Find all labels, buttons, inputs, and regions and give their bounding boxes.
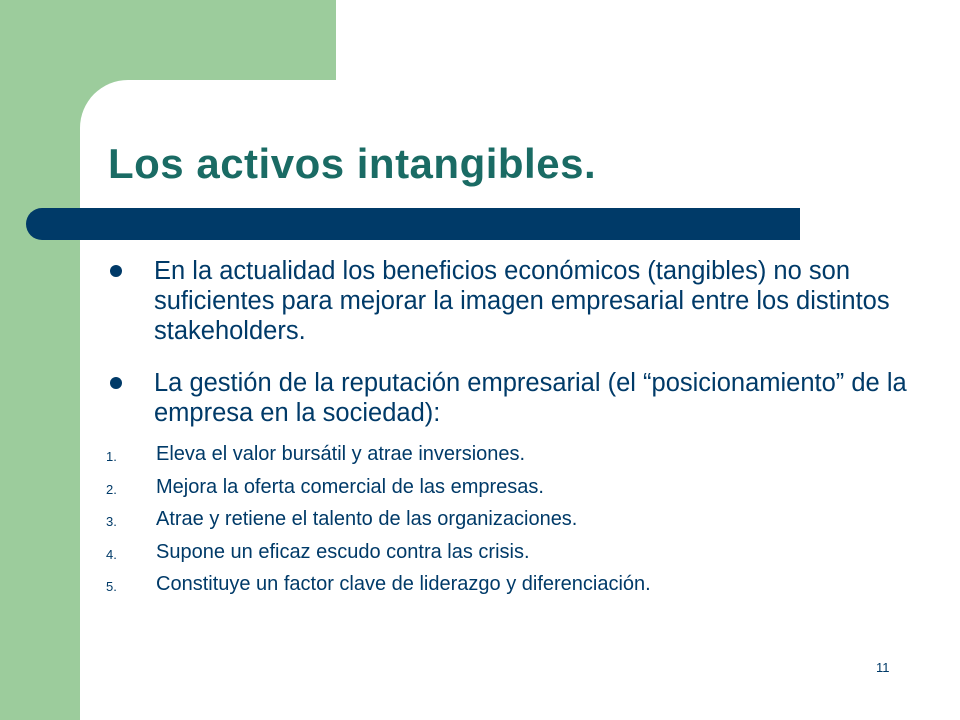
numbered-item: [106, 540, 926, 573]
bullet-item: [106, 368, 926, 428]
bullet-dot-icon: [110, 265, 122, 277]
numbered-item-text: Eleva el valor bursátil y atrae inversiones.: [156, 443, 526, 465]
numbered-item: [106, 572, 926, 605]
bullet-text: La gestión de la reputación empresarial (el “posicionamiento” de la empresa en la sociedad):: [154, 369, 907, 427]
numbered-item: [106, 475, 926, 508]
page-number: 11: [876, 660, 890, 675]
numbered-item-text: Atrae y retiene el talento de las organizaciones.: [156, 508, 578, 530]
bullet-dot-icon: [110, 377, 122, 389]
bullet-list: [106, 256, 926, 450]
numbered-item: [106, 442, 926, 475]
bullet-text: En la actualidad los beneficios económicos (tangibles) no son suficientes para mejorar la imagen empresarial entre los distintos stakeholders.: [154, 257, 890, 345]
number-marker: 3.: [106, 514, 117, 529]
numbered-list: [106, 442, 926, 605]
bullet-item: [106, 256, 926, 346]
title-underline-bar: [26, 208, 800, 240]
slide-title: Los activos intangibles.: [108, 140, 597, 187]
number-marker: 4.: [106, 546, 117, 562]
numbered-item-text: Mejora la oferta comercial de las empresas.: [156, 475, 544, 498]
number-marker: 1.: [106, 449, 117, 464]
number-marker: 2.: [106, 481, 117, 497]
numbered-item-text: Constituye un factor clave de liderazgo y diferenciación.: [156, 573, 651, 595]
numbered-item: [106, 507, 926, 540]
numbered-item-text: Supone un eficaz escudo contra las crisis.: [156, 540, 530, 563]
number-marker: 5.: [106, 579, 117, 594]
